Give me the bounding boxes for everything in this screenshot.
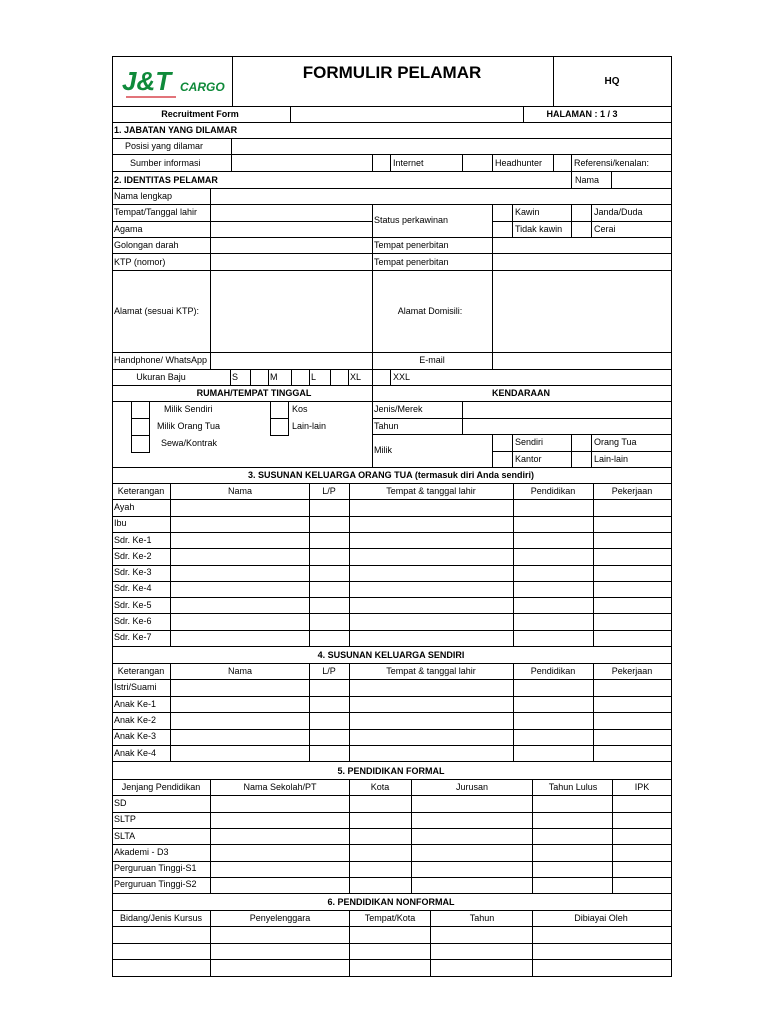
grid-line bbox=[492, 154, 493, 171]
s5-header: IPK bbox=[634, 781, 650, 792]
grid-line bbox=[112, 712, 671, 713]
grid-line bbox=[112, 630, 671, 631]
janda-label: Janda/Duda bbox=[594, 206, 643, 217]
grid-line bbox=[112, 679, 671, 680]
grid-line bbox=[131, 435, 132, 452]
grid-line bbox=[112, 795, 671, 796]
jenis-label: Jenis/Merek bbox=[374, 403, 423, 414]
s4-row-label: Anak Ke-3 bbox=[114, 731, 157, 742]
status-label: Status perkawinan bbox=[374, 214, 449, 225]
grid-line bbox=[309, 369, 310, 385]
s5-header: Tahun Lulus bbox=[548, 781, 598, 792]
grid-line bbox=[330, 369, 331, 385]
grid-line bbox=[291, 369, 292, 385]
s4-row-label: Anak Ke-2 bbox=[114, 714, 157, 725]
s3-header: Tempat & tanggal lahir bbox=[386, 485, 476, 496]
alamat-ktp-label: Alamat (sesuai KTP): bbox=[114, 305, 200, 316]
grid-line bbox=[112, 548, 671, 549]
grid-line bbox=[372, 385, 373, 467]
hp-label: Handphone/ WhatsApp bbox=[114, 354, 208, 365]
sumber-label: Sumber informasi bbox=[130, 157, 201, 168]
grid-line bbox=[112, 106, 671, 107]
form-name: Recruitment Form bbox=[161, 108, 239, 119]
grid-line bbox=[112, 943, 671, 944]
s4-row-label: Anak Ke-1 bbox=[114, 698, 157, 709]
grid-line bbox=[553, 56, 554, 106]
s3-header: Keterangan bbox=[117, 485, 165, 496]
s4-header: Pekerjaan bbox=[611, 665, 653, 676]
grid-line bbox=[492, 221, 671, 222]
milik-sendiri-label: Milik Sendiri bbox=[164, 403, 213, 414]
grid-line bbox=[270, 418, 288, 419]
grid-line bbox=[112, 483, 671, 484]
s3-row-label: Ibu bbox=[114, 518, 127, 529]
form-title: FORMULIR PELAMAR bbox=[302, 63, 482, 82]
nama-lengkap-label: Nama lengkap bbox=[114, 190, 173, 201]
grid-line bbox=[390, 369, 391, 385]
s6-title: 6. PENDIDIKAN NONFORMAL bbox=[327, 896, 455, 907]
kos-label: Kos bbox=[292, 403, 308, 414]
grid-line bbox=[523, 106, 524, 122]
sewa-label: Sewa/Kontrak bbox=[161, 437, 218, 448]
grid-line bbox=[112, 581, 671, 582]
jnt-cargo-logo bbox=[120, 66, 230, 102]
agama-label: Agama bbox=[114, 223, 143, 234]
grid-line bbox=[112, 663, 671, 664]
email-label: E-mail bbox=[419, 354, 445, 365]
s5-header: Jurusan bbox=[455, 781, 489, 792]
grid-line bbox=[131, 418, 132, 435]
s3-row-label: Sdr. Ke-4 bbox=[114, 583, 152, 594]
s3-header: Pendidikan bbox=[530, 485, 576, 496]
grid-line bbox=[270, 418, 271, 435]
kawin-label: Kawin bbox=[515, 206, 540, 217]
grid-line bbox=[131, 452, 150, 453]
grid-line bbox=[112, 532, 671, 533]
s3-row-label: Sdr. Ke-5 bbox=[114, 599, 152, 610]
grid-line bbox=[112, 171, 671, 172]
grid-line bbox=[372, 204, 373, 369]
grid-line bbox=[112, 385, 671, 386]
grid-line bbox=[112, 369, 671, 370]
milik-ortu-label: Milik Orang Tua bbox=[157, 420, 221, 431]
grid-line bbox=[112, 926, 671, 927]
grid-line bbox=[112, 56, 671, 57]
grid-line bbox=[112, 237, 671, 238]
grid-line bbox=[270, 401, 288, 402]
alamat-dom-label: Alamat Domisili: bbox=[397, 305, 463, 316]
grid-line bbox=[112, 812, 671, 813]
s3-header: L/P bbox=[322, 485, 336, 496]
s5-row-label: SLTP bbox=[114, 814, 136, 825]
grid-line bbox=[210, 188, 211, 369]
grid-line bbox=[288, 418, 289, 435]
grid-line bbox=[112, 138, 671, 139]
s5-row-label: SD bbox=[114, 797, 127, 808]
s4-row-label: Istri/Suami bbox=[114, 682, 157, 693]
s5-title: 5. PENDIDIKAN FORMAL bbox=[337, 765, 445, 776]
kantor-label: Kantor bbox=[515, 453, 542, 464]
cerai-label: Cerai bbox=[594, 223, 616, 234]
section1-title: 1. JABATAN YANG DILAMAR bbox=[114, 124, 238, 135]
grid-line bbox=[131, 401, 132, 418]
s4-header: Keterangan bbox=[117, 665, 165, 676]
grid-line bbox=[112, 861, 671, 862]
posisi-label: Posisi yang dilamar bbox=[125, 140, 204, 151]
grid-line bbox=[270, 401, 271, 418]
grid-line bbox=[492, 352, 493, 369]
tahun-label: Tahun bbox=[374, 420, 399, 431]
s5-header: Kota bbox=[370, 781, 390, 792]
grid-line bbox=[372, 154, 373, 171]
headhunter-label: Headhunter bbox=[495, 157, 543, 168]
grid-line bbox=[112, 516, 671, 517]
grid-line bbox=[553, 154, 554, 171]
grid-line bbox=[112, 844, 671, 845]
lain2-label: Lain-lain bbox=[594, 453, 629, 464]
grid-line bbox=[571, 154, 572, 171]
grid-line bbox=[112, 976, 672, 977]
grid-line bbox=[112, 352, 671, 353]
s3-row-label: Sdr. Ke-3 bbox=[114, 567, 152, 578]
grid-line bbox=[112, 613, 671, 614]
orang-tua-label: Orang Tua bbox=[594, 436, 637, 447]
lain-label: Lain-lain bbox=[292, 420, 327, 431]
milik-label: Milik bbox=[374, 444, 392, 455]
grid-line bbox=[131, 418, 149, 419]
grid-line bbox=[372, 434, 671, 435]
s4-header: L/P bbox=[322, 665, 336, 676]
grid-line bbox=[390, 154, 391, 171]
size-option: XXL bbox=[393, 371, 411, 382]
kendaraan-title: KENDARAAN bbox=[492, 387, 550, 398]
grid-line bbox=[112, 204, 671, 205]
ktp-label: KTP (nomor) bbox=[114, 256, 166, 267]
grid-line bbox=[571, 171, 572, 188]
goldar-label: Golongan darah bbox=[114, 239, 179, 250]
s3-row-label: Sdr. Ke-1 bbox=[114, 534, 152, 545]
s6-header: Tempat/Kota bbox=[364, 912, 416, 923]
size-option: XL bbox=[350, 371, 362, 382]
grid-line bbox=[149, 418, 150, 435]
grid-line bbox=[112, 154, 671, 155]
grid-line bbox=[112, 761, 671, 762]
grid-line bbox=[462, 154, 463, 171]
s3-row-label: Ayah bbox=[114, 501, 135, 512]
grid-line bbox=[232, 56, 233, 106]
grid-line bbox=[112, 597, 671, 598]
s4-title: 4. SUSUNAN KELUARGA SENDIRI bbox=[317, 649, 465, 660]
grid-line bbox=[250, 369, 251, 385]
grid-line bbox=[149, 435, 150, 452]
s3-row-label: Sdr. Ke-6 bbox=[114, 616, 152, 627]
size-option: M bbox=[270, 371, 278, 382]
grid-line bbox=[112, 499, 671, 500]
s5-row-label: Perguruan Tinggi-S2 bbox=[114, 879, 197, 890]
grid-line bbox=[112, 893, 671, 894]
grid-line bbox=[131, 401, 149, 402]
grid-line bbox=[290, 106, 291, 122]
grid-line bbox=[112, 467, 671, 468]
grid-line bbox=[112, 122, 671, 123]
grid-line bbox=[288, 401, 289, 418]
internet-label: Internet bbox=[393, 157, 424, 168]
grid-line bbox=[348, 369, 349, 385]
tidak-kawin-label: Tidak kawin bbox=[515, 223, 563, 234]
grid-line bbox=[112, 779, 671, 780]
tempat-terbit-label: Tempat penerbitan bbox=[374, 239, 449, 250]
grid-line bbox=[492, 270, 493, 352]
s6-header: Bidang/Jenis Kursus bbox=[119, 912, 203, 923]
s4-row-label: Anak Ke-4 bbox=[114, 747, 157, 758]
grid-line bbox=[112, 959, 671, 960]
referensi-label: Referensi/kenalan: bbox=[574, 157, 650, 168]
size-option: S bbox=[232, 371, 239, 382]
grid-line bbox=[149, 401, 150, 418]
sendiri-label: Sendiri bbox=[515, 436, 544, 447]
s5-row-label: Akademi - D3 bbox=[114, 846, 169, 857]
s5-header: Jenjang Pendidikan bbox=[121, 781, 201, 792]
grid-line bbox=[230, 369, 231, 385]
grid-line bbox=[112, 270, 671, 271]
grid-line bbox=[112, 401, 671, 402]
grid-line bbox=[112, 910, 671, 911]
grid-line bbox=[112, 696, 671, 697]
page-label: HALAMAN : 1 / 3 bbox=[546, 108, 618, 119]
svg-text:J&T: J&T bbox=[122, 66, 172, 96]
s4-header: Tempat & tanggal lahir bbox=[386, 665, 476, 676]
s6-header: Penyelenggara bbox=[249, 912, 311, 923]
s5-row-label: SLTA bbox=[114, 830, 136, 841]
tempat-terbit2-label: Tempat penerbitan bbox=[374, 256, 449, 267]
rumah-title: RUMAH/TEMPAT TINGGAL bbox=[196, 387, 312, 398]
s3-row-label: Sdr. Ke-7 bbox=[114, 632, 152, 643]
s6-header: Dibiayai Oleh bbox=[574, 912, 628, 923]
grid-line bbox=[112, 253, 671, 254]
s5-header: Nama Sekolah/PT bbox=[243, 781, 317, 792]
grid-line bbox=[112, 646, 671, 647]
s3-row-label: Sdr. Ke-2 bbox=[114, 550, 152, 561]
section2-title: 2. IDENTITAS PELAMAR bbox=[114, 174, 218, 185]
grid-line bbox=[112, 745, 671, 746]
s4-header: Pendidikan bbox=[530, 665, 576, 676]
s3-header: Pekerjaan bbox=[611, 485, 653, 496]
grid-line bbox=[372, 418, 671, 419]
grid-line bbox=[112, 188, 671, 189]
grid-line bbox=[372, 369, 373, 385]
grid-line bbox=[112, 565, 671, 566]
grid-line bbox=[270, 435, 289, 436]
grid-line bbox=[112, 221, 372, 222]
svg-text:CARGO: CARGO bbox=[180, 80, 225, 94]
s6-header: Tahun bbox=[469, 912, 495, 923]
s4-header: Nama bbox=[227, 665, 253, 676]
grid-line bbox=[112, 828, 671, 829]
size-option: L bbox=[311, 371, 317, 382]
grid-line bbox=[671, 56, 672, 976]
grid-line bbox=[131, 435, 149, 436]
office-label: HQ bbox=[604, 75, 620, 87]
grid-line bbox=[112, 729, 671, 730]
s3-header: Nama bbox=[227, 485, 253, 496]
ttl-label: Tempat/Tanggal lahir bbox=[114, 206, 198, 217]
nama-label: Nama bbox=[575, 174, 600, 185]
grid-line bbox=[268, 369, 269, 385]
s5-row-label: Perguruan Tinggi-S1 bbox=[114, 863, 197, 874]
grid-line bbox=[231, 138, 232, 171]
s3-title: 3. SUSUNAN KELUARGA ORANG TUA (termasuk diri Anda sendiri) bbox=[247, 469, 535, 480]
ukuran-label: Ukuran Baju bbox=[136, 371, 186, 382]
grid-line bbox=[492, 451, 671, 452]
grid-line bbox=[112, 877, 671, 878]
grid-line bbox=[611, 171, 612, 188]
